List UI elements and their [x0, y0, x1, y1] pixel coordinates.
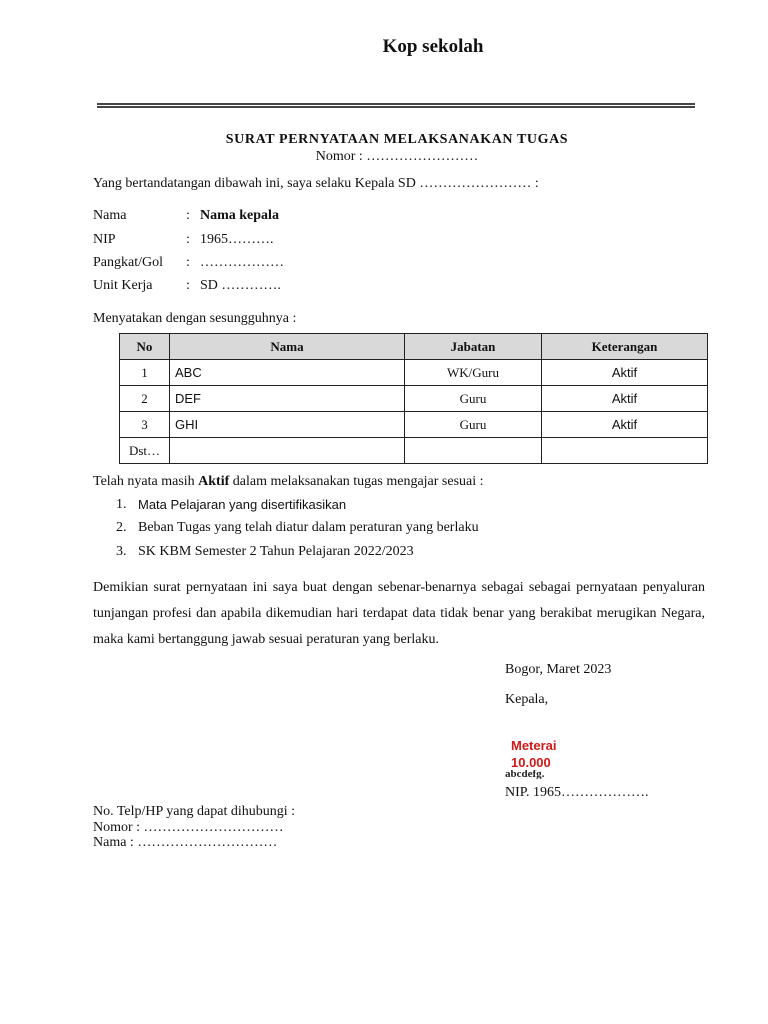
status-statement: [93, 474, 484, 490]
identity-colon: :: [186, 232, 190, 247]
table-cell-jabatan: WK/Guru: [405, 360, 542, 386]
table-cell-keterangan: Aktif: [542, 412, 708, 438]
identity-label-nama: Nama: [93, 208, 127, 223]
identity-value-unit: SD ………….: [200, 278, 281, 293]
status-after: dalam melaksanakan tugas mengajar sesuai :: [229, 474, 484, 489]
signer-role: Kepala,: [505, 692, 549, 707]
identity-label-pangkat: Pangkat/Gol: [93, 255, 163, 270]
table-header-row: [120, 334, 708, 360]
identity-colon: :: [186, 208, 190, 223]
table-cell-keterangan: Aktif: [542, 386, 708, 412]
meterai-stamp: [511, 737, 557, 771]
table-header-keterangan: Keterangan: [542, 334, 708, 360]
table-header-nama: Nama: [170, 334, 405, 360]
document-title: SURAT PERNYATAAN MELAKSANAKAN TUGAS: [225, 132, 569, 147]
list-item-number: 3.: [116, 544, 127, 559]
document-number: Nomor : ……………………: [315, 149, 479, 164]
letterhead-divider: [97, 103, 695, 108]
identity-label-nip: NIP: [93, 232, 116, 247]
closing-paragraph: Demikian surat pernyataan ini saya buat dengan sebenar-benarnya sebagai sebagai pernyataan penyaluran tunjangan profesi dan apabila dikemudian hari terdapat data tidak benar yang berakibat merugikan Negara, maka kami bertanggung jawab sesuai peraturan yang berlaku.: [93, 580, 705, 647]
table-row: [120, 360, 708, 386]
identity-value-pangkat: ………………: [200, 255, 284, 270]
contact-heading: No. Telp/HP yang dapat dihubungi :: [93, 804, 296, 819]
table-header-no: No: [120, 334, 170, 360]
list-item-text: SK KBM Semester 2 Tahun Pelajaran 2022/2023: [138, 544, 414, 559]
intro-text: Yang bertandatangan dibawah ini, saya selaku Kepala SD …………………… :: [93, 176, 539, 191]
table-cell-no: 3: [120, 412, 170, 438]
identity-label-unit: Unit Kerja: [93, 278, 153, 293]
status-bold: Aktif: [198, 474, 230, 489]
table-row: [120, 438, 708, 464]
table-cell-nama: GHI: [170, 412, 405, 438]
identity-colon: :: [186, 278, 190, 293]
list-item-text: Mata Pelajaran yang disertifikasikan: [138, 497, 347, 512]
identity-value-nama: Nama kepala: [200, 208, 279, 223]
table-cell-jabatan: [405, 438, 542, 464]
letterhead: Kop sekolah: [382, 36, 484, 57]
table-cell-no: Dst…: [120, 438, 170, 464]
table-cell-keterangan: [542, 438, 708, 464]
contact-nama: Nama : …………………………: [93, 835, 278, 850]
table-header-jabatan: Jabatan: [405, 334, 542, 360]
table-cell-nama: ABC: [170, 360, 405, 386]
table-cell-nama: DEF: [170, 386, 405, 412]
status-before: Telah nyata masih: [93, 474, 199, 489]
teacher-table: [119, 333, 708, 464]
meterai-label: Meterai: [511, 738, 557, 753]
meterai-amount: 10.000: [511, 755, 551, 770]
table-cell-nama: [170, 438, 405, 464]
declaration-text: Menyatakan dengan sesungguhnya :: [93, 311, 297, 326]
signer-nip: NIP. 1965……………….: [505, 785, 649, 800]
identity-colon: :: [186, 255, 190, 270]
list-item-text: Beban Tugas yang telah diatur dalam peraturan yang berlaku: [138, 520, 479, 535]
table-row: [120, 386, 708, 412]
table-cell-jabatan: Guru: [405, 386, 542, 412]
contact-nomor: Nomor : …………………………: [93, 820, 284, 835]
place-date: Bogor, Maret 2023: [505, 662, 612, 677]
table-cell-keterangan: Aktif: [542, 360, 708, 386]
table-cell-jabatan: Guru: [405, 412, 542, 438]
table-cell-no: 1: [120, 360, 170, 386]
signer-name: abcdefg.: [505, 770, 545, 779]
list-item-number: 1.: [116, 497, 127, 512]
list-item-number: 2.: [116, 520, 127, 535]
identity-value-nip: 1965……….: [200, 232, 274, 247]
table-row: [120, 412, 708, 438]
table-cell-no: 2: [120, 386, 170, 412]
